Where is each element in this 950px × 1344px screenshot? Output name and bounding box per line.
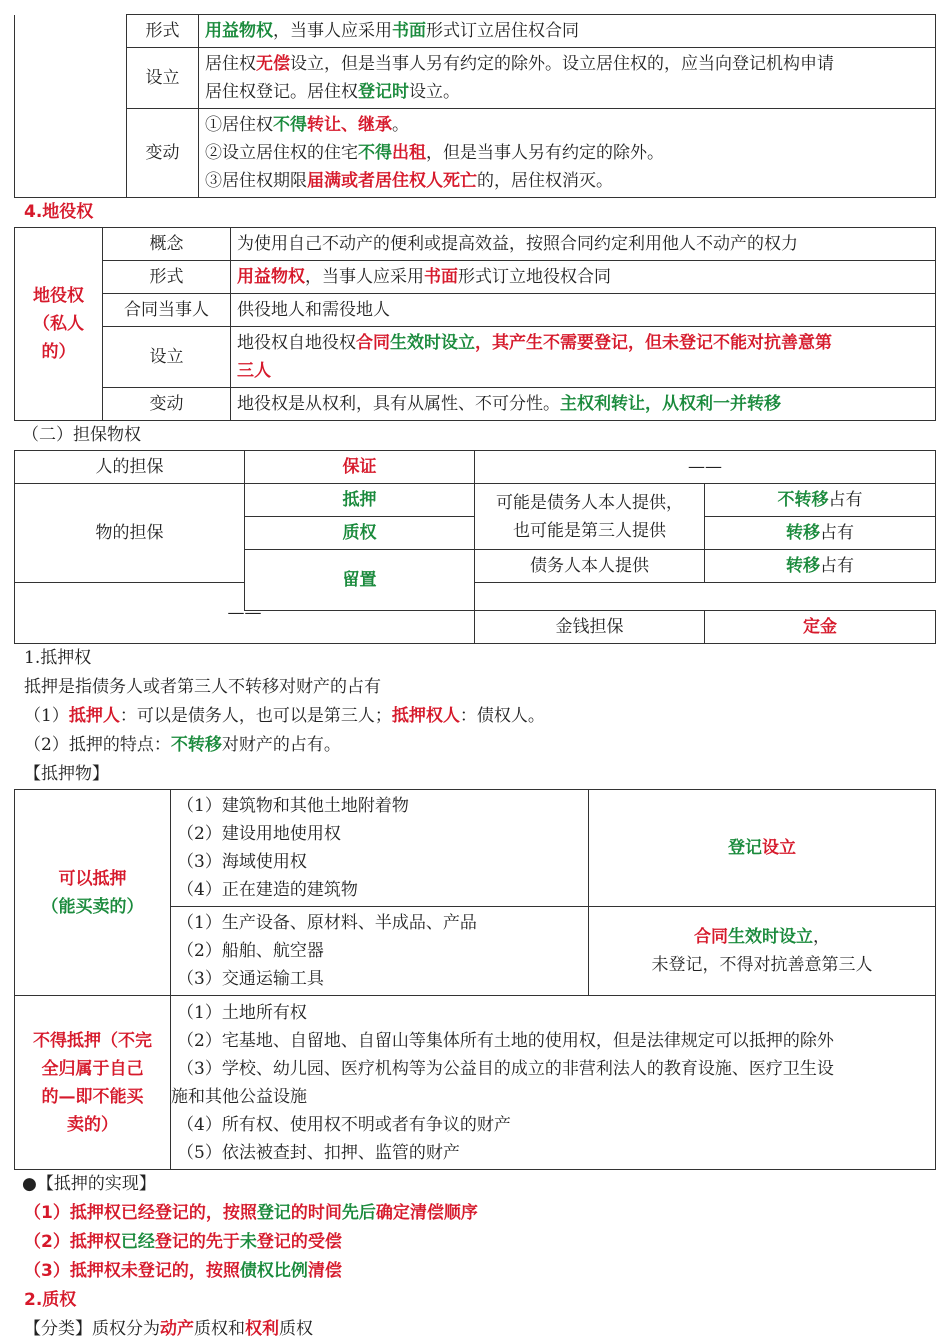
collateral-table [14,789,936,1170]
paragraph: 【抵押物】 [24,764,109,784]
table-row [15,583,936,611]
concept-cell: 为使用自己不动产的便利或提高效益，按照合同约定利用他人不动产的权力 [231,228,936,261]
deposit: 定金 [705,611,936,644]
row-label: 形式 [127,15,199,48]
can-mortgage-label: 可以抵押 （能买卖的） [15,790,171,996]
section-heading: （二）担保物权 [22,425,141,445]
habitation-right-table [14,14,936,198]
occupancy-cell: 转移占有 [705,550,936,583]
occupancy-cell: 不转移占有 [705,484,936,517]
page [14,14,936,1344]
change-cell: ①居住权不得转让、继承。 ②设立居住权的住宅不得出租，但是当事人另有约定的除外。 ③居住权期限届满或者居住权人死亡的，居住权消灭。 [199,109,936,198]
table-row [15,451,936,484]
table-row [15,228,936,261]
row-label: 变动 [103,388,231,421]
cannot-mortgage-label: 不得抵押（不完 全归属于自己 的—即不能买 卖的） [15,996,171,1170]
change-cell: 地役权是从权利，具有从属性、不可分性。主权利转让，从权利一并转移 [231,388,936,421]
registration-cell: 登记设立 [589,790,936,907]
occupancy-cell: 转移占有 [705,517,936,550]
section-heading: 2.质权 [24,1290,77,1310]
lien: 留置 [245,550,475,611]
prohibited-list: （1）土地所有权 （2）宅基地、自留地、自留山等集体所有土地的使用权，但是法律规定可以抵押的除外 （3）学校、幼儿园、医疗机构等为公益目的成立的非营利法人的教育设施、医疗卫生设 施和其他公益设施 （4）所有权、使用权不明或者有争议的财产 （5）依法被查封、扣押、监管的财产 [171,996,936,1170]
guarantee-table [14,450,936,644]
real-estate-list: （1）建筑物和其他土地附着物 （2）建设用地使用权 （3）海域使用权 （4）正在建造的建筑物 [171,790,589,907]
suretyship: 保证 [245,451,475,484]
table-row [15,388,936,421]
section-heading: 4.地役权 [24,202,94,222]
table-row [15,261,936,294]
table-row [15,294,936,327]
rule-line: （1）抵押权已经登记的，按照登记的时间先后确定清偿顺序 [24,1203,478,1223]
table-row [15,790,936,907]
form-cell: 用益物权，当事人应采用书面形式订立居住权合同 [199,15,936,48]
establish-cell: 地役权自地役权合同生效时设立，其产生不需要登记，但未登记不能对抗善意第 三人 [231,327,936,388]
pledge: 质权 [245,517,475,550]
dash-cell: —— [15,583,475,644]
parties-cell: 供役地人和需役地人 [231,294,936,327]
empty-cell [15,15,127,198]
movable-list: （1）生产设备、原材料、半成品、产品 （2）船舶、航空器 （3）交通运输工具 [171,907,589,996]
provider-cell: 可能是债务人本人提供， 也可能是第三人提供 [475,484,705,550]
provider-cell: 债务人本人提供 [475,550,705,583]
property-guarantee: 物的担保 [15,484,245,583]
row-label: 合同当事人 [103,294,231,327]
row-label: 形式 [103,261,231,294]
contract-effective-cell: 合同生效时设立， 未登记，不得对抗善意第三人 [589,907,936,996]
section-heading: 1.抵押权 [24,648,92,668]
row-label: 设立 [103,327,231,388]
paragraph: 抵押是指债务人或者第三人不转移对财产的占有 [24,677,381,697]
table-row [15,48,936,109]
table-row [15,327,936,388]
table-row [15,15,936,48]
section-heading: ●【抵押的实现】 [22,1174,156,1194]
dash-cell: —— [475,451,936,484]
paragraph: 【分类】质权分为动产质权和权利质权 [24,1319,313,1339]
table-row [15,109,936,198]
money-guarantee: 金钱担保 [475,611,705,644]
personal-guarantee: 人的担保 [15,451,245,484]
easement-table [14,227,936,421]
rule-line: （3）抵押权未登记的，按照债权比例清偿 [24,1261,342,1281]
table-row [15,484,936,517]
row-label: 概念 [103,228,231,261]
paragraph: （2）抵押的特点：不转移对财产的占有。 [24,735,341,755]
form-cell: 用益物权，当事人应采用书面形式订立地役权合同 [231,261,936,294]
row-label: 设立 [127,48,199,109]
establish-cell: 居住权无偿设立，但是当事人另有约定的除外。设立居住权的，应当向登记机构申请 居住权登记。居住权登记时设立。 [199,48,936,109]
easement-side-label: 地役权 （私人 的） [15,228,103,421]
mortgage: 抵押 [245,484,475,517]
paragraph: （1）抵押人：可以是债务人，也可以是第三人；抵押权人：债权人。 [24,706,545,726]
table-row [15,996,936,1170]
row-label: 变动 [127,109,199,198]
rule-line: （2）抵押权已经登记的先于未登记的受偿 [24,1232,342,1252]
